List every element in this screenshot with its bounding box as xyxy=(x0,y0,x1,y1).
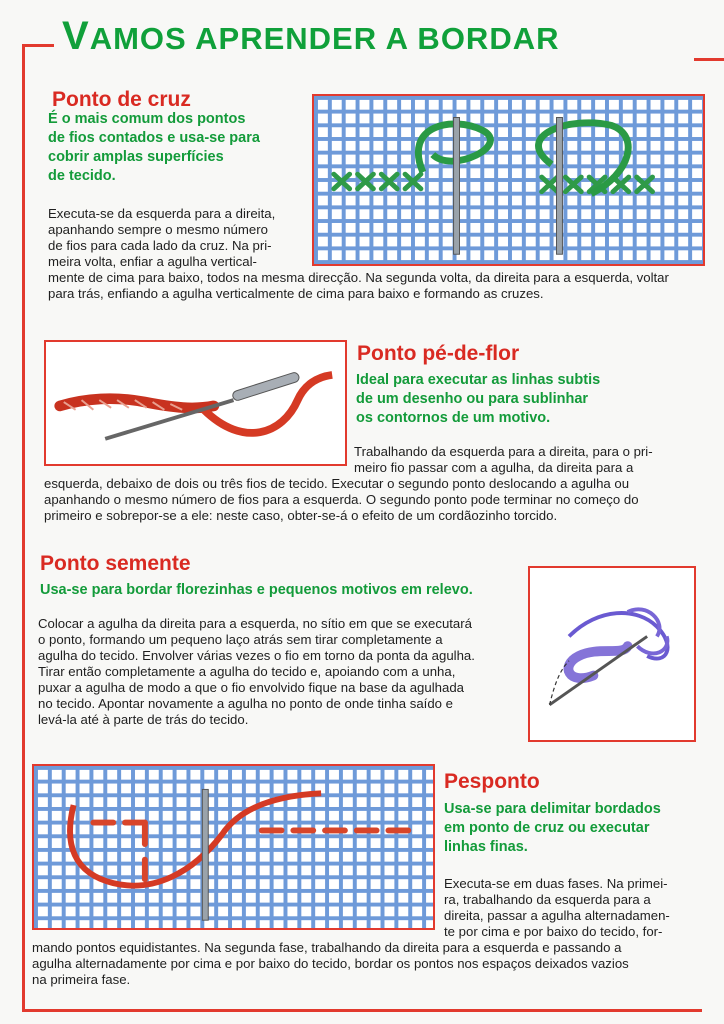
frame-top-left xyxy=(22,44,54,47)
frame-top-right xyxy=(694,58,724,61)
section-body-pe-de-flor-top: Trabalhando da esquerda para a direita, para o pri- meiro fio passar com a agulha, da direita para a xyxy=(354,444,653,475)
section-subtitle-cruz: É o mais comum dos pontos de fios contados e usa-se para cobrir amplas superfícies de tecido. xyxy=(48,111,260,184)
section-title-cruz: Ponto de cruz xyxy=(52,88,191,111)
frame-bottom xyxy=(22,1009,702,1012)
section-body-pe-de-flor-bottom: esquerda, debaixo de dois ou três fios de tecido. Executar o segundo ponto deslocando a agulha ou apanhando o mesmo número de fios para a esquerda. O segundo ponto pode terminar no começo do primeiro e sobrepor-se a ele: neste caso, obter-se-á o efeito de um cordãozinho torcido. xyxy=(44,476,639,523)
section-body-pesponto-top: Executa-se em duas fases. Na primei- ra, trabalhando da esquerda para a direita, passar a agulha alternadamen- te por cima e por baixo do tecido, for- xyxy=(444,876,670,939)
section-subtitle-pe-de-flor: Ideal para executar as linhas subtis de um desenho ou para sublinhar os contornos de um motivo. xyxy=(356,372,601,426)
backstitch-illustration xyxy=(32,764,435,930)
section-body-cruz: Executa-se da esquerda para a direita, apanhando sempre o mesmo número de fios para cada lado da cruz. Na pri- meira volta, enfiar a agulha vertical- mente de cima para baixo, todos na mesma direcção. Na segunda volta, da direita para a esquerda, voltar para trás, enfiando a agulha verticalmente de cima para baixo e formando as cruzes. xyxy=(48,206,669,301)
stem-stitch-illustration xyxy=(44,340,347,466)
frame-left xyxy=(22,44,25,1012)
section-subtitle-pesponto: Usa-se para delimitar bordados em ponto de cruz ou executar linhas finas. xyxy=(444,801,661,855)
section-body-pesponto-bottom: mando pontos equidistantes. Na segunda fase, trabalhando da direita para a esquerda e passando a agulha alternadamente por cima e por baixo do tecido, bordar os pontos nos espaços deixados vazios na primeira fase. xyxy=(32,940,629,987)
page-title: VAMOS APRENDER A BORDAR xyxy=(62,14,560,58)
section-title-pesponto: Pesponto xyxy=(444,770,540,793)
section-body-semente: Colocar a agulha da direita para a esquerda, no sítio em que se executará o ponto, formando um pequeno laço atrás sem tirar completamente a agulha do tecido. Envolver várias vezes o fio em torno da ponta da agulha. Tirar então completamente a agulha do tecido e, apoiando com a unha, puxar a agulha de modo a que o fio envolvido fique na base da agulhada no tecido. Apontar novamente a agulha no ponto de onde tinha saído e levá-la até à parte de trás do tecido. xyxy=(38,616,475,727)
section-title-pe-de-flor: Ponto pé-de-flor xyxy=(357,342,520,365)
section-subtitle-semente: Usa-se para bordar florezinhas e pequenos motivos em relevo. xyxy=(40,582,473,598)
section-title-semente: Ponto semente xyxy=(40,552,191,575)
french-knot-illustration xyxy=(528,566,696,742)
